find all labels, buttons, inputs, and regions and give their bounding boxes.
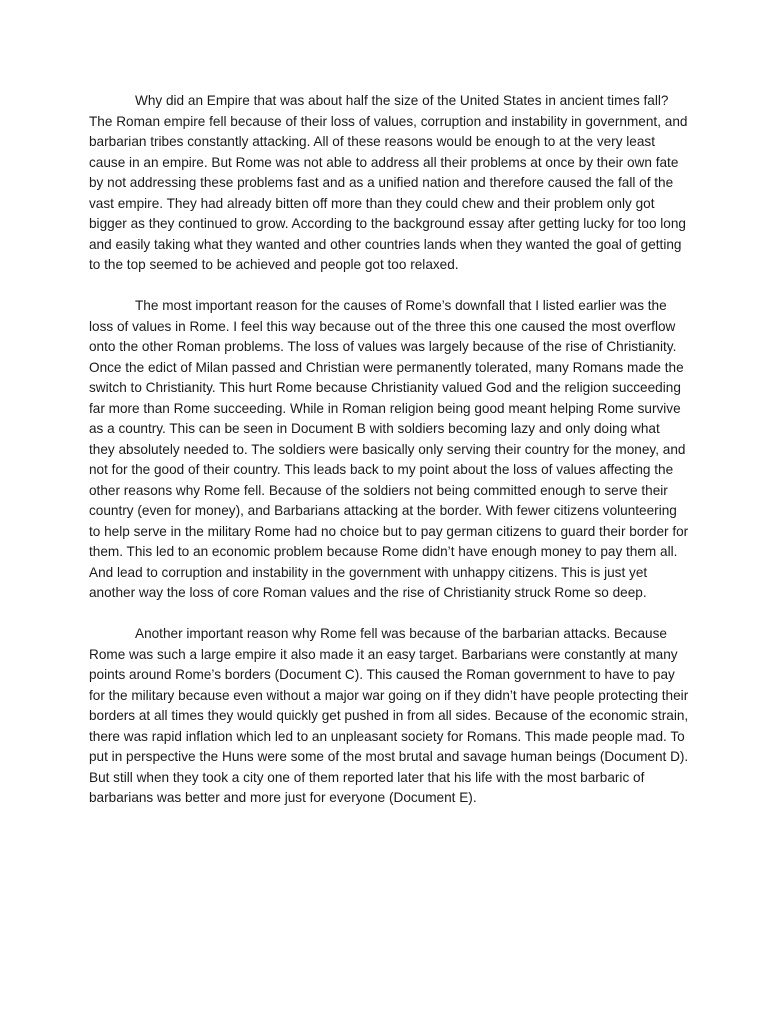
paragraph-intro: Why did an Empire that was about half the size of the United States in ancient times fall? The Roman empire fell because of their loss of values, corruption and instability in government, and barbarian tribes constantly attacking. All of these reasons would be enough to at the very least cause in an empire. But Rome was not able to address all their problems at once by their own fate by not addressing these problems fast and as a unified nation and therefore caused the fall of the vast empire. They had already bitten off more than they could chew and their problem only got bigger as they continued to grow. According to the background essay after getting lucky for too long and easily taking what they wanted and other countries lands when they wanted the goal of getting to the top seemed to be achieved and people got too relaxed. [89, 93, 688, 272]
paragraph-loss-of-values: The most important reason for the causes of Rome’s downfall that I listed earlier was the loss of values in Rome. I feel this way because out of the three this one caused the most overflow onto the other Roman problems. The loss of values was largely because of the rise of Christianity. Once the edict of Milan passed and Christian were permanently tolerated, many Romans made the switch to Christianity. This hurt Rome because Christianity valued God and the religion succeeding far more than Rome succeeding. While in Roman religion being good meant helping Rome survive as a country. This can be seen in Document B with soldiers becoming lazy and only doing what they absolutely needed to. The soldiers were basically only serving their country for the money, and not for the good of their country. This leads back to my point about the loss of values affecting the other reasons why Rome fell. Because of the soldiers not being committed enough to serve their country (even for money), and Barbarians attacking at the border. With fewer citizens volunteering to help serve in the military Rome had no choice but to pay german citizens to guard their border for them. This led to an economic problem because Rome didn’t have enough money to pay them all. And lead to corruption and instability in the government with unhappy citizens. This is just yet another way the loss of core Roman values and the rise of Christianity struck Rome so deep. [89, 298, 689, 600]
essay-body [89, 91, 689, 809]
paragraph-barbarian-attacks: Another important reason why Rome fell was because of the barbarian attacks. Because Rome was such a large empire it also made it an easy target. Barbarians were constantly at many points around Rome’s borders (Document C). This caused the Roman government to have to pay for the military because even without a major war going on if they didn’t have people protecting their borders at all times they would quickly get pushed in from all sides. Because of the economic strain, there was rapid inflation which led to an unpleasant society for Romans. This made people mad. To put in perspective the Huns were some of the most brutal and savage human beings (Document D). But still when they took a city one of them reported later that his life with the most barbaric of barbarians was better and more just for everyone (Document E). [89, 626, 689, 805]
